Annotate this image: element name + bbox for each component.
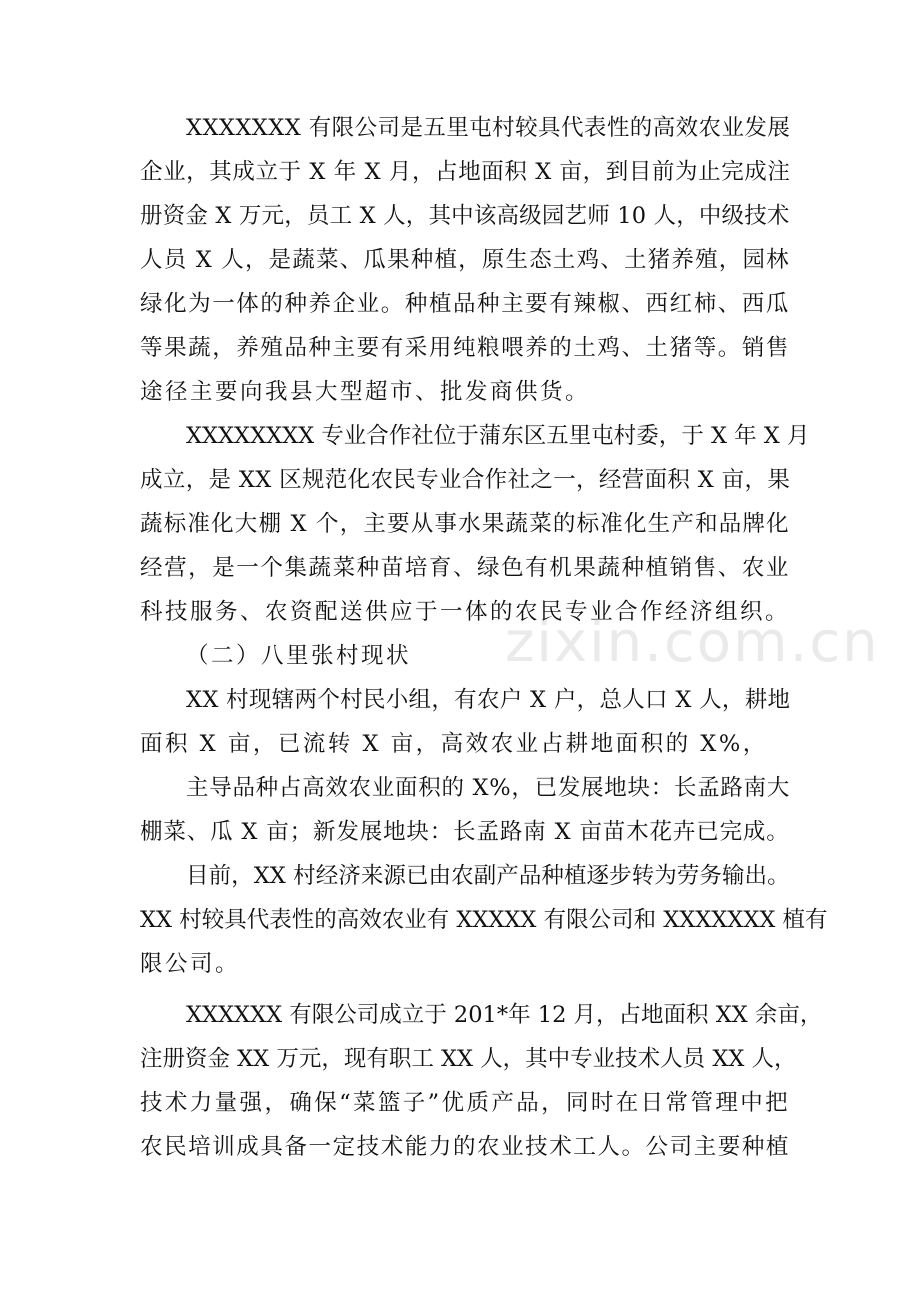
text-line: 棚菜、瓜 X 亩；新发展地块：长孟路南 X 亩苗木花卉已完成。 — [140, 819, 790, 845]
text-line: 技术力量强，确保“菜篮子”优质产品，同时在日常管理中把 — [140, 1090, 791, 1116]
text-line: 人员 X 人，是蔬菜、瓜果种植，原生态土鸡、土猪养殖，园林 — [140, 247, 790, 273]
text-line: 绿化为一体的种养企业。种植品种主要有辣椒、西红柿、西瓜 — [140, 291, 791, 317]
text-line: XXXXXXXX 专业合作社位于蒲东区五里屯村委，于 X 年 X 月 — [186, 423, 810, 449]
text-line: 限公司。 — [140, 951, 241, 977]
text-line: XX 村现辖两个村民小组，有农户 X 户，总人口 X 人，耕地 — [186, 687, 791, 713]
section-heading: （二）八里张村现状 — [186, 643, 412, 669]
text-line: XXXXXXX 有限公司是五里屯村较具代表性的高效农业发展 — [186, 115, 791, 141]
text-line: 册资金 X 万元，员工 X 人，其中该高级园艺师 10 人，中级技术 — [140, 203, 790, 229]
text-line: 科技服务、农资配送供应于一体的农民专业合作经济组织。 — [140, 599, 791, 625]
watermark: zixin.com.cn — [505, 610, 880, 675]
text-line: 主导品种占高效农业面积的 X%，已发展地块：长孟路南大 — [186, 775, 791, 801]
text-line: 目前，XX 村经济来源已由农副产品种植逐步转为劳务输出。 — [186, 863, 790, 889]
text-line: 等果蔬，养殖品种主要有采用纯粮喂养的土鸡、土猪等。销售 — [140, 335, 791, 361]
text-line: 蔬标准化大棚 X 个，主要从事水果蔬菜的标准化生产和品牌化 — [140, 511, 790, 537]
text-line: 途径主要向我县大型超市、批发商供货。 — [140, 379, 591, 405]
text-line: 农民培训成具备一定技术能力的农业技术工人。公司主要种植 — [140, 1134, 791, 1160]
text-line: XXXXXX 有限公司成立于 201*年 12 月，占地面积 XX 余亩， — [186, 1002, 823, 1028]
text-line: 企业，其成立于 X 年 X 月，占地面积 X 亩，到目前为止完成注 — [140, 159, 791, 185]
text-line: XX 村较具代表性的高效农业有 XXXXX 有限公司和 XXXXXXX 植有 — [140, 907, 828, 933]
text-line: 面积 X 亩，已流转 X 亩，高效农业占耕地面积的 X%， — [140, 731, 768, 757]
text-line: 经营，是一个集蔬菜种苗培育、绿色有机果蔬种植销售、农业 — [140, 555, 791, 581]
text-line: 注册资金 XX 万元，现有职工 XX 人，其中专业技术人员 XX 人， — [140, 1046, 797, 1072]
text-line: 成立，是 XX 区规范化农民专业合作社之一，经营面积 X 亩，果 — [140, 467, 791, 493]
